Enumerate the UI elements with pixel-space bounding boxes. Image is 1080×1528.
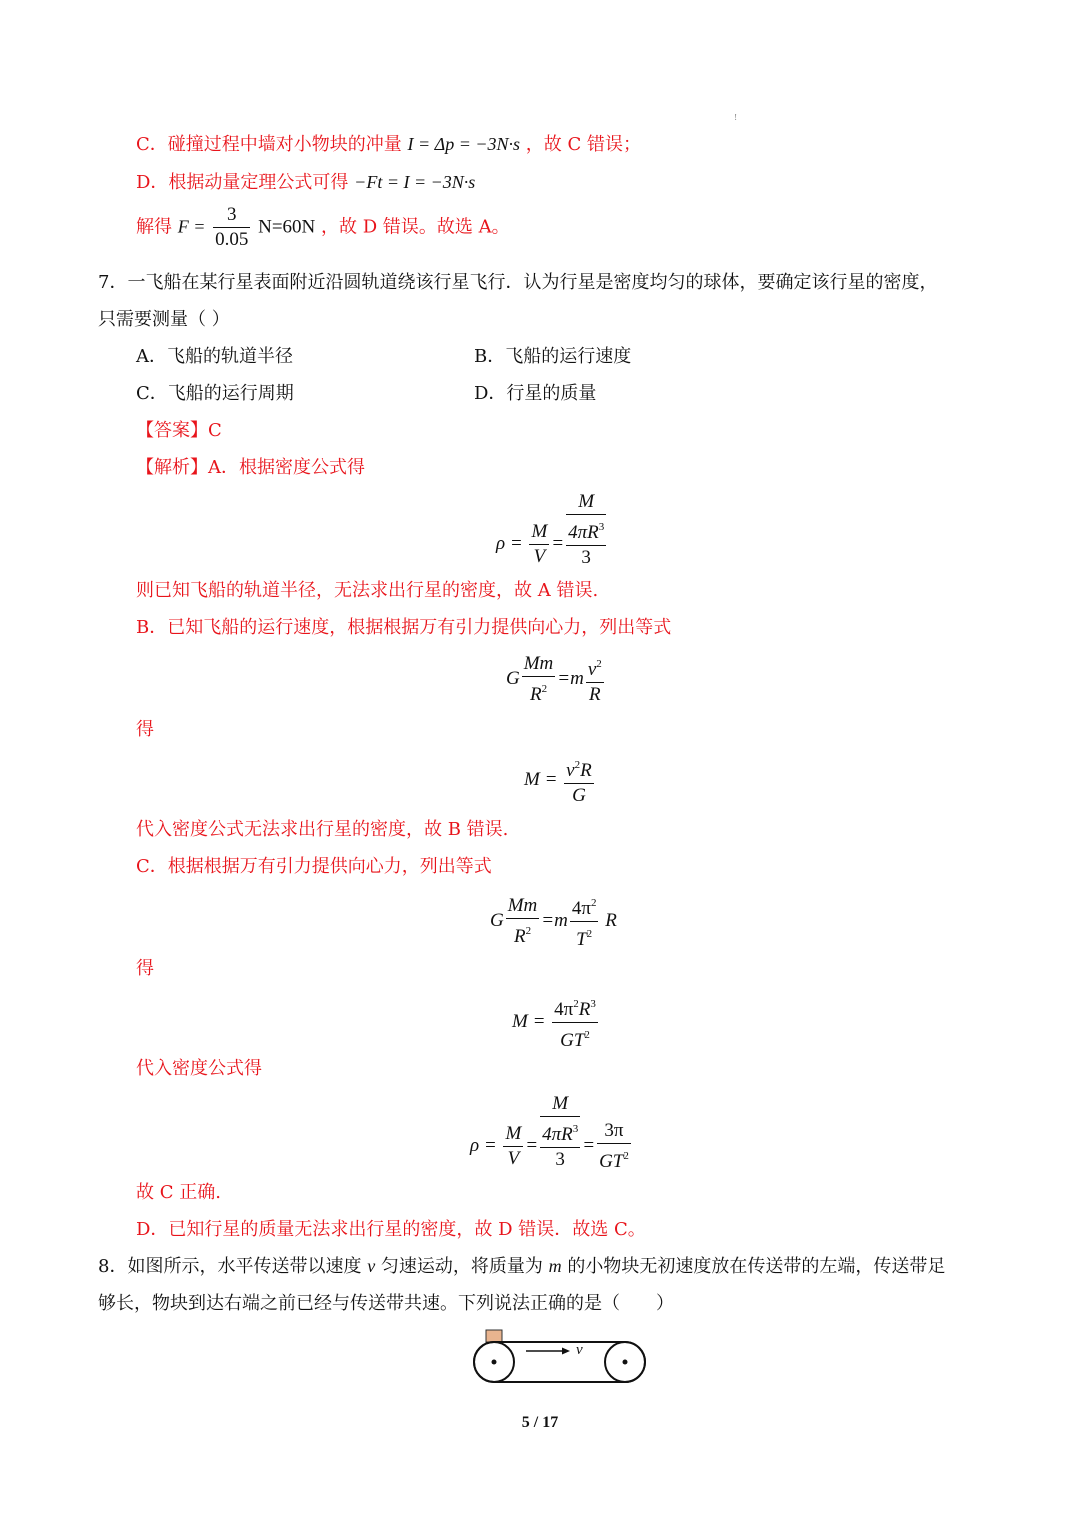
f5-lhs: M = bbox=[512, 1010, 546, 1032]
f6-d2n: 4πR bbox=[542, 1124, 573, 1145]
f2-n1: Mm bbox=[522, 652, 556, 677]
q8-line1 bbox=[98, 1252, 945, 1278]
f6-frac3 bbox=[597, 1119, 631, 1174]
f2-d1: R bbox=[529, 684, 542, 705]
c-prev-math: I = Δp = −3N·s bbox=[407, 134, 521, 154]
b-conclusion: 代入密度公式无法求出行星的密度，故 B 错误. bbox=[136, 819, 509, 840]
f6-n1: M bbox=[503, 1122, 523, 1147]
f4-frac1 bbox=[506, 894, 540, 949]
solve-result: N=60N bbox=[258, 216, 316, 238]
f5-n: 4π bbox=[554, 999, 574, 1020]
belt-loop bbox=[474, 1342, 645, 1382]
solve-text: 解得 bbox=[136, 216, 172, 238]
top-mark: ! bbox=[734, 113, 738, 122]
q8-v: v bbox=[367, 1256, 376, 1276]
solve-num: 3 bbox=[213, 203, 250, 228]
velocity-arrowhead bbox=[562, 1348, 570, 1355]
f2-d2: R bbox=[589, 684, 601, 705]
f1-frac2 bbox=[566, 490, 606, 570]
f2-n2e: 2 bbox=[596, 658, 602, 670]
f2-d1e: 2 bbox=[541, 683, 548, 695]
f4-tail: R bbox=[605, 909, 617, 931]
f4-n1: Mm bbox=[506, 894, 540, 919]
f4-frac2 bbox=[570, 891, 599, 952]
q7-line2: 只需要测量（ ） bbox=[98, 309, 230, 330]
f5-de: 2 bbox=[584, 1029, 590, 1041]
de-label-2: 得 bbox=[136, 958, 154, 979]
formula-density-1: ρ = $\frac{M}{V}$ = M $4\pi R^3$ 3 bbox=[496, 491, 605, 568]
f1-lhs: ρ = bbox=[496, 533, 523, 554]
option-d: D．行星的质量 bbox=[474, 383, 597, 404]
f6-d3e: 2 bbox=[623, 1150, 629, 1163]
f2-g: G bbox=[506, 667, 520, 689]
q8-line2: 够长，物块到达右端之前已经与传送带共速。下列说法正确的是（ ） bbox=[98, 1293, 674, 1314]
c-prev-tail: ，故 C 错误； bbox=[525, 134, 641, 155]
f3-d: G bbox=[572, 785, 586, 806]
option-a: A．飞船的轨道半径 bbox=[136, 346, 293, 367]
f1-n1: M bbox=[529, 520, 549, 545]
f4-d2e: 2 bbox=[586, 928, 593, 940]
f3-n: v bbox=[566, 760, 575, 781]
solve-F: F = bbox=[177, 216, 206, 237]
solve-fraction bbox=[213, 203, 250, 252]
f3-frac bbox=[564, 753, 594, 808]
c-conclusion: 故 C 正确. bbox=[136, 1182, 221, 1203]
f4-m: =m bbox=[541, 909, 568, 931]
f4-d2: T bbox=[576, 929, 587, 950]
formula-mass-velocity bbox=[524, 753, 596, 808]
solve-den: 0.05 bbox=[215, 229, 249, 250]
analysis-label: 【解析】A．根据密度公式得 bbox=[136, 457, 365, 478]
formula-gravity-velocity bbox=[506, 652, 606, 707]
q8-text-a: 8．如图所示，水平传送带以速度 bbox=[98, 1256, 362, 1277]
f6-d1: V bbox=[507, 1148, 520, 1170]
f5-n-tail: R bbox=[578, 999, 591, 1020]
f1-d2d: 3 bbox=[581, 547, 591, 568]
option-c: C．飞船的运行周期 bbox=[136, 383, 294, 404]
f5-frac bbox=[552, 992, 598, 1053]
d-prev-line bbox=[136, 168, 475, 194]
right-axle bbox=[623, 1360, 628, 1365]
small-block bbox=[486, 1330, 502, 1342]
f6-d3: GT bbox=[599, 1151, 624, 1173]
f2-m: =m bbox=[557, 667, 584, 689]
option-b: B．飞船的运行速度 bbox=[474, 346, 632, 367]
conveyor-belt-diagram bbox=[466, 1326, 652, 1386]
c-prev-text: C．碰撞过程中墙对小物块的冲量 bbox=[136, 134, 402, 155]
f6-n3: 3π bbox=[597, 1119, 631, 1144]
q7-line1: 7．一飞船在某行星表面附近沿圆轨道绕该行星飞行．认为行星是密度均匀的球体，要确定该行星的密度， bbox=[98, 272, 938, 293]
f3-ne: 2 bbox=[574, 759, 581, 771]
page-number: 5 / 17 bbox=[521, 1414, 559, 1431]
q8-text-b: 匀速运动，将质量为 bbox=[380, 1256, 543, 1277]
f4-d1e: 2 bbox=[525, 925, 532, 937]
formula-mass-period bbox=[512, 992, 600, 1053]
f2-n2: v bbox=[587, 659, 597, 680]
left-axle bbox=[492, 1360, 497, 1365]
b-intro: B．已知飞船的运行速度，根据根据万有引力提供向心力，列出等式 bbox=[136, 617, 672, 638]
f3-n-tail: R bbox=[580, 760, 592, 781]
f5-n-tail-e: 3 bbox=[590, 998, 596, 1010]
f5-d: GT bbox=[560, 1030, 585, 1051]
f6-lhs: ρ = bbox=[470, 1135, 497, 1156]
f3-lhs: M = bbox=[524, 768, 558, 790]
q8-text-c: 的小物块无初速度放在传送带的左端，传送带足 bbox=[567, 1256, 946, 1277]
f6-frac2 bbox=[540, 1092, 580, 1172]
f2-frac1 bbox=[522, 652, 556, 707]
velocity-label: v bbox=[576, 1342, 583, 1358]
f1-n2: M bbox=[566, 490, 606, 515]
f4-n2e: 2 bbox=[590, 897, 597, 909]
f4-d1: R bbox=[513, 926, 526, 947]
solve-tail: ，故 D 错误。故选 A。 bbox=[321, 216, 510, 238]
c-substitute: 代入密度公式得 bbox=[136, 1058, 262, 1079]
formula-gravity-period bbox=[490, 891, 617, 952]
d-prev-text: D．根据动量定理公式可得 bbox=[136, 172, 349, 193]
c-intro: C．根据根据万有引力提供向心力，列出等式 bbox=[136, 856, 492, 877]
f1-d2n: 4πR bbox=[568, 522, 599, 543]
q8-m: m bbox=[548, 1256, 562, 1276]
answer-label: 【答案】C bbox=[136, 420, 222, 441]
d-conclusion: D．已知行星的质量无法求出行星的密度，故 D 错误．故选 C。 bbox=[136, 1219, 646, 1240]
c-prev-line bbox=[136, 130, 641, 156]
f1-d2n-wrap bbox=[566, 515, 606, 546]
formula-density-2: ρ = $\frac{M}{V}$ = M $4\pi R^3$ 3 = $\frac{3\pi}{GT^2}$ bbox=[470, 1093, 629, 1173]
f1-frac1 bbox=[529, 520, 549, 569]
f1-d1: V bbox=[533, 546, 546, 568]
de-label-1: 得 bbox=[136, 719, 154, 740]
f6-d2e: 3 bbox=[572, 1123, 579, 1135]
a-conclusion: 则已知飞船的轨道半径，无法求出行星的密度，故 A 错误. bbox=[136, 580, 599, 601]
solve-line bbox=[136, 203, 510, 252]
f6-n2: M bbox=[540, 1092, 580, 1117]
f5-ne: 2 bbox=[573, 998, 579, 1010]
d-prev-math: −Ft = I = −3N·s bbox=[354, 172, 476, 192]
f1-d2e: 3 bbox=[598, 521, 605, 533]
f6-frac1 bbox=[503, 1122, 523, 1171]
f2-frac2 bbox=[586, 652, 604, 707]
f4-g: G bbox=[490, 909, 504, 931]
f4-n2: 4π bbox=[571, 898, 591, 919]
f6-d2d: 3 bbox=[555, 1149, 565, 1170]
